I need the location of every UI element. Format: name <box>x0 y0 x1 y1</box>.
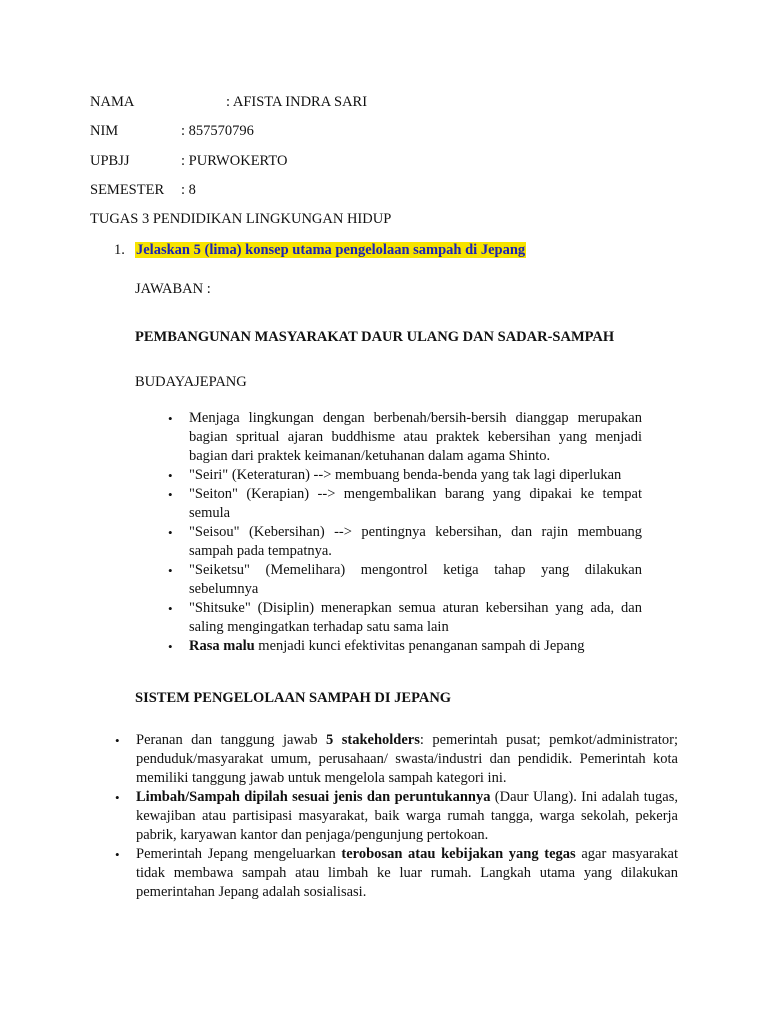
bold-phrase: 5 stakeholders <box>326 732 420 748</box>
nama-label: NAMA <box>90 94 135 110</box>
list-item: • "Seiketsu" (Memelihara) mengontrol ketiga tahap yang dilakukan sebelumnya <box>189 561 642 599</box>
bold-phrase: terobosan atau kebijakan yang tegas <box>341 846 576 862</box>
list-item: • Peranan dan tanggung jawab 5 stakeholders: pemerintah pusat; pemkot/administrator; penduduk/masyarakat umum, perusahaan/ swasta/industri dan pendidik. Pemerintah kota memiliki tanggung jawab untuk mengelola sampah kategori ini. <box>136 731 678 788</box>
upbjj-value: : PURWOKERTO <box>181 153 288 169</box>
list-item: • "Seiri" (Keteraturan) --> membuang benda-benda yang tak lagi diperlukan <box>189 466 642 485</box>
task-title: TUGAS 3 PENDIDIKAN LINGKUNGAN HIDUP <box>90 211 392 227</box>
nim-value: : 857570796 <box>181 123 254 139</box>
section2-heading: SISTEM PENGELOLAAN SAMPAH DI JEPANG <box>135 690 452 706</box>
culture-list <box>189 409 642 656</box>
bold-phrase: Limbah/Sampah dipilah sesuai jenis dan peruntukannya <box>136 789 491 805</box>
answer-label: JAWABAN : <box>135 281 211 297</box>
list-item: • "Seiton" (Kerapian) --> mengembalikan barang yang dipakai ke tempat semula <box>189 485 642 523</box>
upbjj-label: UPBJJ <box>90 153 130 169</box>
list-item: • Pemerintah Jepang mengeluarkan terobosan atau kebijakan yang tegas agar masyarakat tidak membawa sampah atau limbah ke luar rumah. Langkah utama yang dilakukan pemerintahan Jepang adalah sosialisasi. <box>136 845 678 902</box>
question-number: 1. <box>114 242 125 258</box>
semester-label: SEMESTER <box>90 182 165 198</box>
list-item: • Menjaga lingkungan dengan berbenah/bersih-bersih dianggap merupakan bagian spritual ajaran buddhisme atau praktek kebersihan yang menjadi bagian dari praktek keimanan/ketuhanan dalam agama Shinto. <box>189 409 642 466</box>
nama-value: : AFISTA INDRA SARI <box>226 94 368 110</box>
list-item: • Rasa malu menjadi kunci efektivitas penanganan sampah di Jepang <box>189 637 642 656</box>
bold-phrase: Rasa malu <box>189 638 255 654</box>
nim-label: NIM <box>90 123 119 139</box>
section1-heading: PEMBANGUNAN MASYARAKAT DAUR ULANG DAN SADAR-SAMPAH <box>135 329 615 345</box>
list-item: • "Shitsuke" (Disiplin) menerapkan semua aturan kebersihan yang ada, dan saling mengingatkan terhadap satu sama lain <box>189 599 642 637</box>
semester-value: : 8 <box>181 182 196 198</box>
question-text <box>135 242 526 259</box>
question-highlight: Jelaskan 5 (lima) konsep utama pengelolaan sampah di Jepang <box>136 242 526 258</box>
section1-subheading: BUDAYAJEPANG <box>135 374 247 390</box>
list-item: • "Seisou" (Kebersihan) --> pentingnya kebersihan, dan rajin membuang sampah pada tempatnya. <box>189 523 642 561</box>
list-item: • Limbah/Sampah dipilah sesuai jenis dan peruntukannya (Daur Ulang). Ini adalah tugas, kewajiban atau partisipasi masyarakat, baik warga rumah tangga, warga sekolah, pekerja pabrik, karyawan kantor dan penjaga/pengunjung pertokoan. <box>136 788 678 845</box>
system-list <box>136 731 678 902</box>
